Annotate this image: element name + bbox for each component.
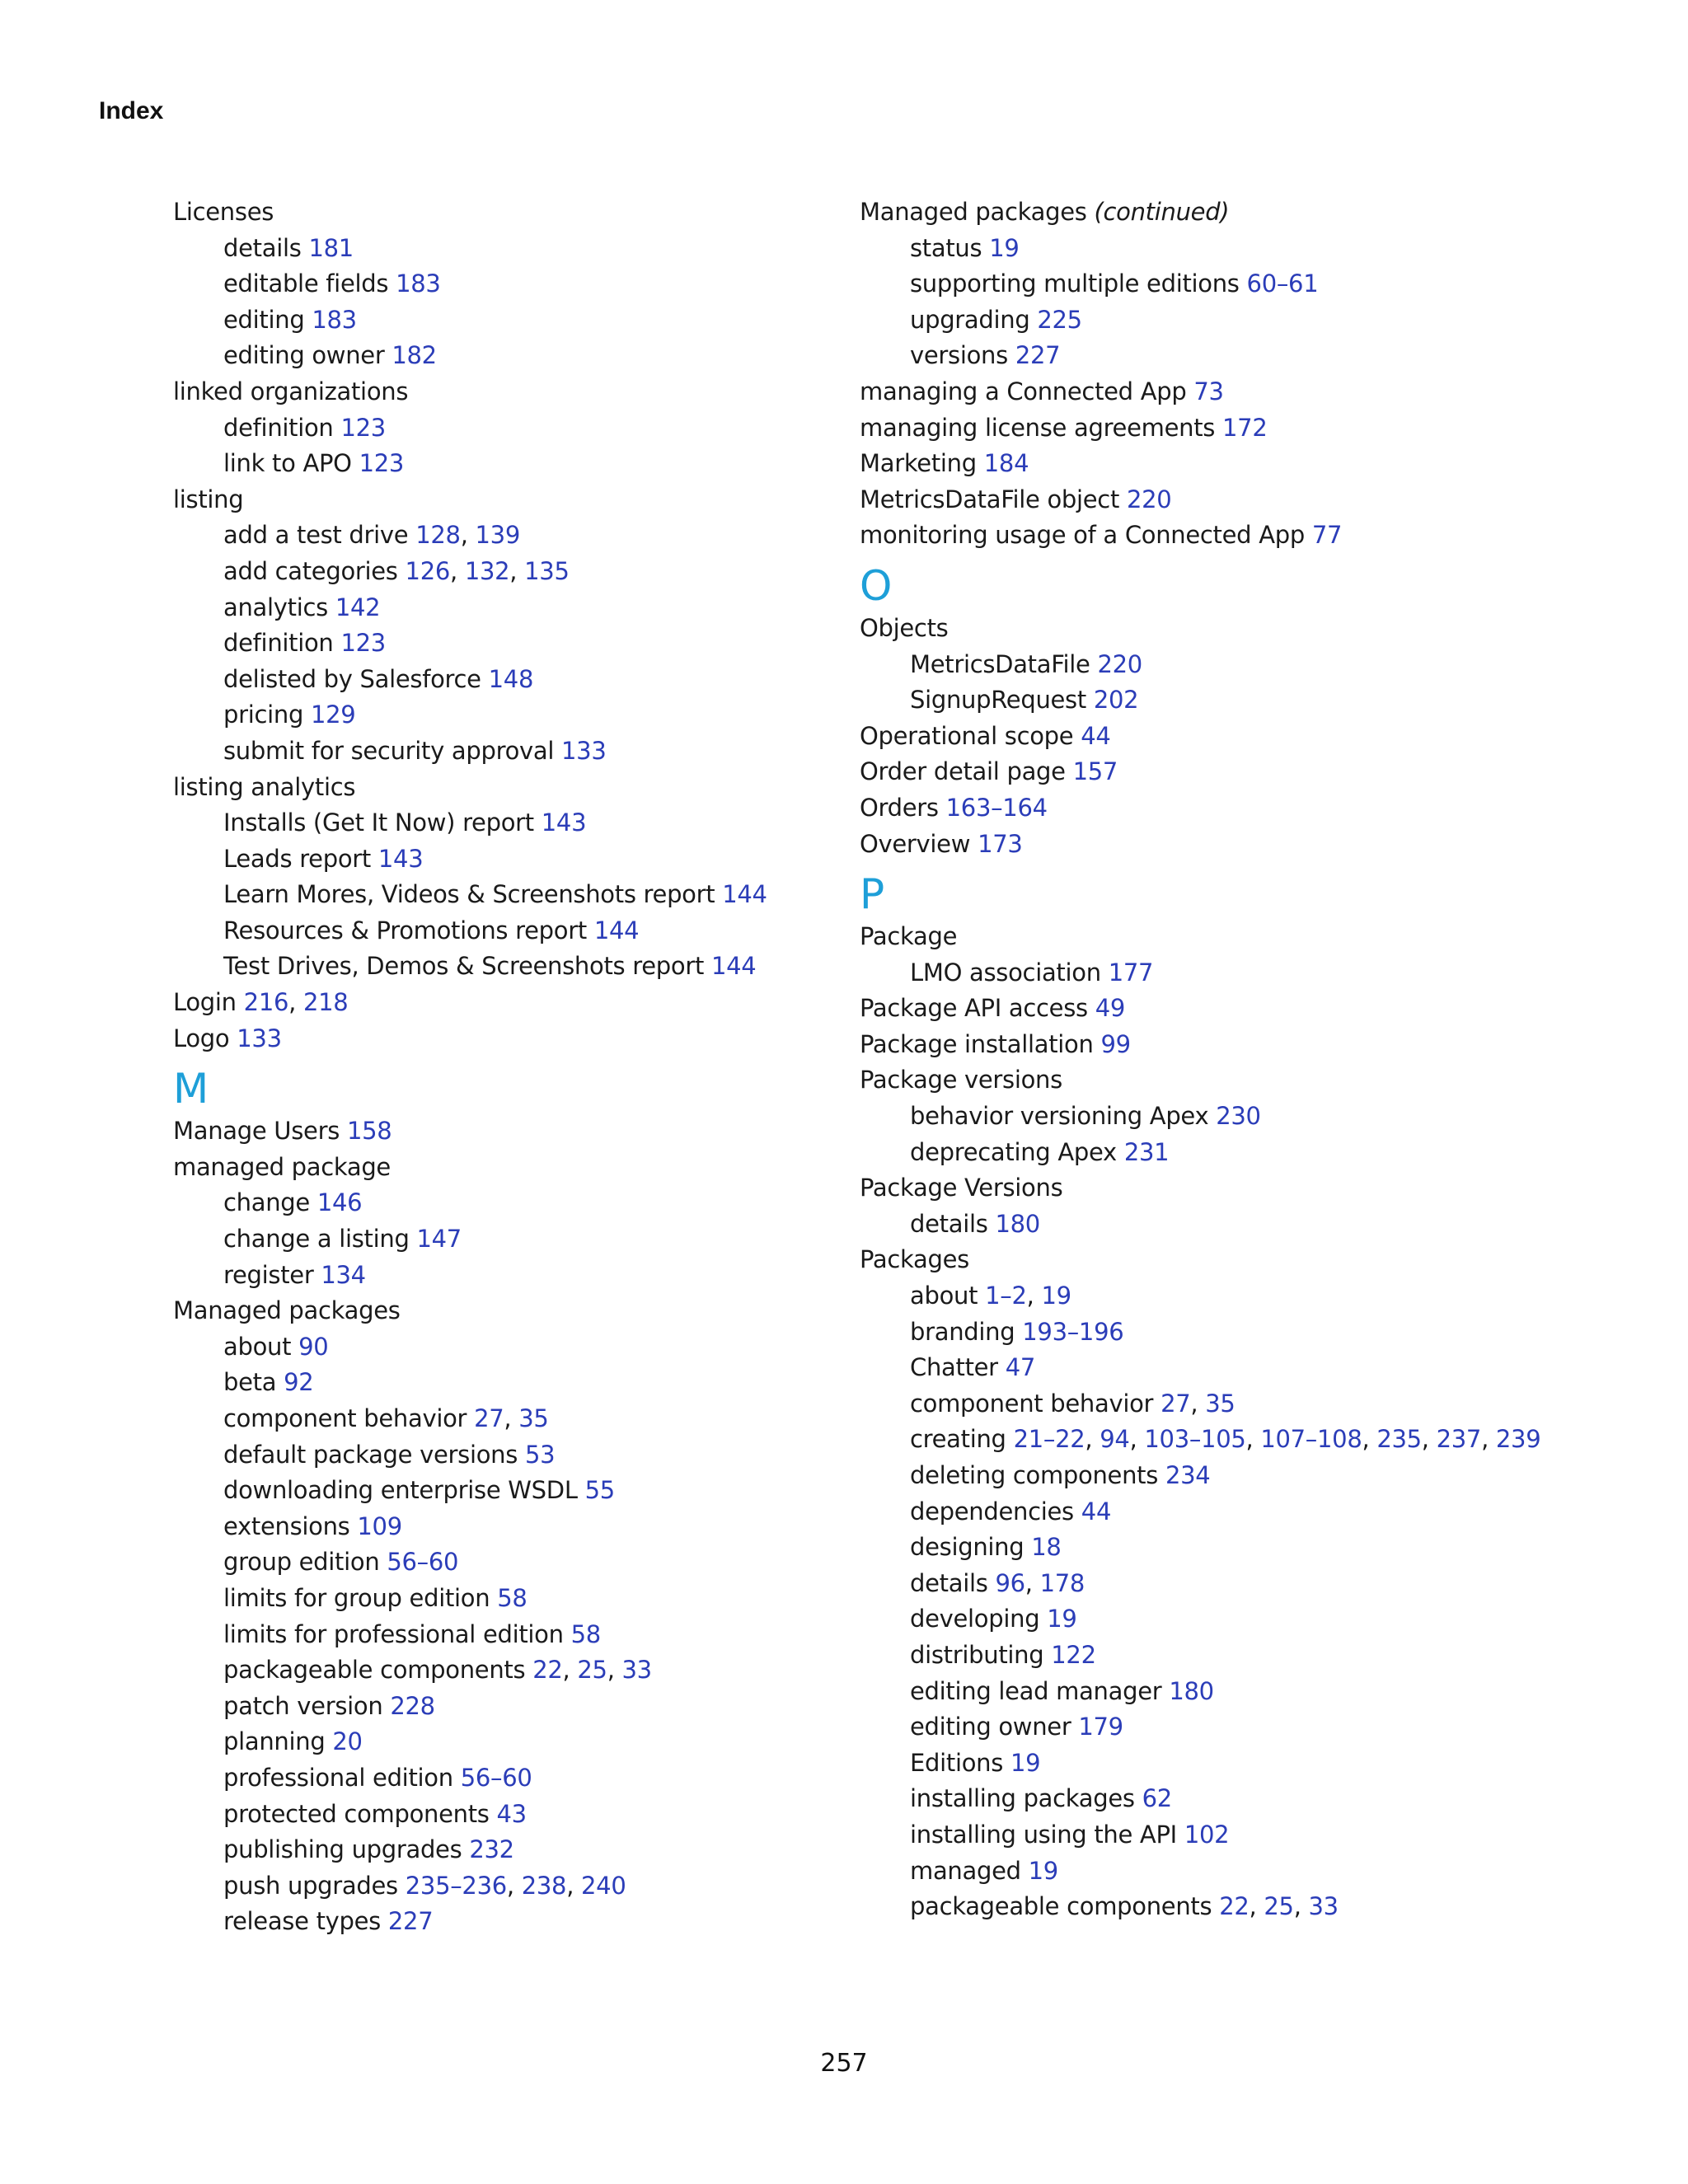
page-ref-link[interactable]: 60–61 [1246, 269, 1319, 298]
index-subentry [173, 1617, 849, 1653]
index-entry [173, 1293, 849, 1329]
index-subentry: about 1–2, 19 [910, 1282, 1071, 1310]
index-entry [173, 770, 849, 806]
page-ref-link[interactable]: 144 [593, 916, 640, 944]
index-entry [860, 827, 1651, 863]
entry-text: patch version [223, 1691, 383, 1720]
index-subentry [860, 1746, 1651, 1782]
page-ref-link[interactable]: 58 [570, 1619, 601, 1648]
index-entry [860, 482, 1651, 518]
entry-text: Package Versions [860, 1174, 1063, 1202]
index-subentry [860, 231, 1651, 267]
entry-text: behavior versioning Apex [910, 1102, 1209, 1131]
page-ref-link[interactable]: 158 [346, 1117, 392, 1146]
entry-text: change [223, 1188, 310, 1217]
page-ref-link[interactable]: 147 [416, 1225, 462, 1254]
index-entry [173, 374, 849, 410]
entry-text: details [910, 1209, 988, 1238]
page-ref-link[interactable]: 177 [1108, 958, 1154, 987]
entry-text: editing lead manager [910, 1676, 1162, 1705]
page-ref-link[interactable]: 22 [1219, 1892, 1250, 1921]
entry-text: Resources & Promotions report [223, 916, 587, 944]
entry-text: push upgrades [223, 1871, 398, 1900]
entry-text: planning [223, 1727, 326, 1756]
page-ref-link[interactable]: 123 [340, 413, 386, 442]
entry-text: distributing [910, 1640, 1044, 1669]
page-ref-link[interactable]: 96 [995, 1568, 1025, 1597]
index-entry [860, 790, 1651, 827]
index-subentry [173, 877, 849, 913]
page-ref-link[interactable]: 107–108 [1260, 1425, 1362, 1454]
entry-text: publishing upgrades [223, 1835, 462, 1864]
index-subentry [173, 1221, 849, 1258]
entry-text: editable fields [223, 269, 389, 298]
page-ref-link[interactable]: 180 [1169, 1676, 1214, 1705]
page-ref-link[interactable]: 122 [1051, 1640, 1096, 1669]
entry-text: MetricsDataFile [910, 649, 1090, 678]
entry-text: packageable components [223, 1656, 526, 1685]
index-subentry [860, 1638, 1651, 1674]
index-subentry [860, 1709, 1651, 1746]
entry-text: add categories [223, 556, 398, 585]
entry-text: pricing [223, 701, 304, 729]
index-entry [860, 1027, 1651, 1063]
section-letter: M [173, 1065, 209, 1113]
page-ref-link[interactable]: 94 [1100, 1425, 1130, 1454]
page-ref-link[interactable]: 134 [321, 1260, 366, 1289]
index-subentry [173, 1797, 849, 1833]
entry-text: group edition [223, 1548, 380, 1577]
index-subentry [860, 682, 1651, 719]
index-subentry [173, 1473, 849, 1509]
index-entry [860, 518, 1651, 554]
index-subentry [173, 266, 849, 302]
index-entry: Login 216, 218 [173, 988, 349, 1017]
entry-text: protected components [223, 1799, 490, 1828]
entry-text: analytics [223, 593, 328, 621]
index-subentry: add a test drive 128, 139 [223, 521, 520, 550]
index-entry [860, 374, 1651, 410]
entry-text: SignupRequest [910, 686, 1086, 715]
entry-text: definition [223, 413, 334, 442]
page-ref-link[interactable]: 58 [497, 1583, 528, 1612]
page-ref-link[interactable]: 56–60 [387, 1548, 459, 1577]
entry-text: details [223, 233, 302, 262]
entry-text: Objects [860, 613, 949, 642]
page-ref-link[interactable]: 27 [1160, 1389, 1191, 1418]
entry-text: deprecating Apex [910, 1137, 1117, 1166]
page-ref-link[interactable]: 123 [340, 629, 386, 658]
page-ref-link[interactable]: 27 [474, 1404, 504, 1432]
entry-text: default package versions [223, 1440, 518, 1469]
page-ref-link[interactable]: 25 [1264, 1892, 1294, 1921]
entry-text: limits for professional edition [223, 1619, 564, 1648]
page-ref-link[interactable]: 183 [396, 269, 441, 298]
page-ref-link[interactable]: 33 [1308, 1892, 1339, 1921]
page-ref-link[interactable]: 235–236 [405, 1871, 507, 1900]
page-ref-link[interactable]: 1–2 [985, 1282, 1027, 1310]
page-ref-link[interactable]: 183 [312, 305, 357, 334]
page-ref-link[interactable]: 218 [302, 988, 349, 1017]
page-ref-link[interactable]: 133 [237, 1024, 282, 1052]
index-entry [860, 719, 1651, 755]
page-ref-link[interactable]: 44 [1081, 721, 1111, 750]
index-subentry [860, 955, 1651, 991]
index-subentry: component behavior 27, 35 [910, 1389, 1236, 1418]
entry-text: LMO association [910, 958, 1101, 987]
page-ref-link[interactable]: 232 [469, 1835, 514, 1864]
index-subentry: creating 21–22, 94, 103–105, 107–108, 235, 237, 239 [910, 1425, 1541, 1454]
entry-text: Orders [860, 793, 939, 822]
entry-text: Installs (Get It Now) report [223, 808, 534, 837]
page-ref-link[interactable]: 225 [1037, 305, 1082, 334]
entry-text: Managed packages [860, 198, 1087, 226]
index-entry [173, 1150, 849, 1186]
index-entry [860, 1242, 1651, 1278]
page-ref-link[interactable]: 128 [415, 521, 461, 550]
page-ref-link[interactable]: 202 [1093, 686, 1139, 715]
page-ref-link[interactable]: 231 [1123, 1137, 1170, 1166]
entry-text: about [223, 1332, 292, 1361]
page-ref-link[interactable]: 126 [405, 556, 450, 585]
entry-text: managing a Connected App [860, 377, 1187, 405]
page-ref-link[interactable]: 220 [1097, 649, 1142, 678]
index-subentry: packageable components 22, 25, 33 [223, 1656, 652, 1685]
entry-text: component behavior [223, 1404, 467, 1432]
entry-text: beta [223, 1368, 277, 1397]
entry-text: Package installation [860, 1029, 1094, 1058]
index-entry [860, 754, 1651, 790]
page-ref-link[interactable]: 144 [722, 880, 767, 909]
entry-text: designing [910, 1533, 1025, 1562]
page-ref-link[interactable]: 239 [1495, 1425, 1541, 1454]
entry-text: MetricsDataFile object [860, 485, 1120, 513]
index-subentry: push upgrades 235–236, 238, 240 [223, 1871, 626, 1900]
index-subentry [860, 266, 1651, 302]
index-subentry [173, 841, 849, 878]
page-ref-link[interactable]: 172 [1222, 413, 1268, 442]
page-ref-link[interactable]: 227 [1015, 341, 1061, 370]
index-subentry [860, 1817, 1651, 1854]
page-ref-link[interactable]: 157 [1072, 757, 1118, 786]
running-header: Index [99, 97, 164, 124]
page-ref-link[interactable]: 35 [1205, 1389, 1236, 1418]
page-number: 257 [820, 2049, 868, 2078]
page-ref-link[interactable]: 102 [1184, 1820, 1230, 1849]
page-ref-link[interactable]: 144 [710, 952, 757, 981]
index-entry [860, 1170, 1651, 1207]
entry-text: Operational scope [860, 721, 1074, 750]
section-letter: O [860, 561, 893, 610]
index-subentry: packageable components 22, 25, 33 [910, 1892, 1339, 1921]
entry-text: limits for group edition [223, 1583, 490, 1612]
page-ref-link[interactable]: 227 [387, 1907, 434, 1936]
entry-text: Managed packages [173, 1296, 401, 1325]
entry-text: linked organizations [173, 377, 409, 405]
page-ref-link[interactable]: 148 [488, 664, 534, 693]
index-subentry [860, 1135, 1651, 1171]
page-ref-link[interactable]: 49 [1095, 994, 1126, 1023]
page-ref-link[interactable]: 181 [308, 233, 354, 262]
index-entry [860, 194, 1651, 231]
page-ref-link[interactable]: 182 [392, 341, 437, 370]
index-subentry [173, 1760, 849, 1797]
index-subentry [860, 1530, 1651, 1566]
page-ref-link[interactable]: 109 [357, 1511, 402, 1540]
index-entry [860, 991, 1651, 1027]
page-ref-link[interactable]: 44 [1081, 1497, 1112, 1526]
page-ref-link[interactable]: 184 [983, 449, 1029, 478]
entry-text: Packages [860, 1245, 969, 1274]
index-column-left [173, 194, 849, 1940]
entry-text: details [910, 1568, 988, 1597]
entry-text: upgrading [910, 305, 1030, 334]
index-subentry [173, 697, 849, 733]
page-ref-link[interactable]: 20 [332, 1727, 363, 1756]
index-subentry [860, 338, 1651, 374]
entry-text: submit for security approval [223, 736, 555, 765]
index-subentry [173, 410, 849, 447]
index-entry [860, 919, 1651, 955]
entry-text: add a test drive [223, 521, 409, 550]
index-subentry [173, 1509, 849, 1545]
entry-text: Learn Mores, Videos & Screenshots report [223, 880, 715, 909]
index-subentry [860, 1207, 1651, 1243]
page-ref-link[interactable]: 220 [1126, 485, 1172, 513]
entry-text: component behavior [910, 1389, 1154, 1418]
page-ref-link[interactable]: 143 [541, 808, 587, 837]
page-ref-link[interactable]: 228 [390, 1691, 435, 1720]
entry-text: about [910, 1282, 978, 1310]
index-subentry [860, 1854, 1651, 1890]
index-subentry [173, 231, 849, 267]
entry-text: Overview [860, 829, 971, 858]
page-ref-link[interactable]: 62 [1142, 1784, 1172, 1813]
section-letter: P [860, 870, 885, 919]
index-entry [860, 611, 1651, 647]
page-ref-link[interactable]: 230 [1216, 1102, 1261, 1131]
entry-text: monitoring usage of a Connected App [860, 521, 1305, 550]
page-ref-link[interactable]: 135 [524, 556, 570, 585]
entry-text: supporting multiple editions [910, 269, 1240, 298]
page-ref-link[interactable]: 77 [1311, 521, 1343, 550]
continued-label: (continued) [1094, 198, 1230, 226]
index-subentry [860, 1494, 1651, 1530]
entry-text: link to APO [223, 449, 352, 478]
entry-text: creating [910, 1425, 1006, 1454]
page-ref-link[interactable]: 143 [377, 844, 424, 873]
page-ref-link[interactable]: 133 [561, 736, 607, 765]
entry-text: Login [173, 988, 237, 1017]
entry-text: professional edition [223, 1763, 453, 1792]
entry-text: editing [223, 305, 305, 334]
entry-text: Marketing [860, 449, 977, 478]
page-ref-link[interactable]: 53 [524, 1440, 556, 1469]
page-ref-link[interactable]: 19 [989, 233, 1020, 262]
index-entry [173, 1021, 849, 1057]
entry-text: versions [910, 341, 1008, 370]
index-entry [860, 446, 1651, 482]
entry-text: change a listing [223, 1225, 410, 1254]
index-subentry [173, 590, 849, 626]
entry-text: Editions [910, 1748, 1004, 1777]
index-subentry [173, 302, 849, 339]
entry-text: installing using the API [910, 1820, 1177, 1849]
page-ref-link[interactable]: 90 [298, 1332, 329, 1361]
page-ref-link[interactable]: 179 [1078, 1713, 1123, 1741]
entry-text: release types [223, 1907, 381, 1936]
index-subentry [173, 913, 849, 949]
page-ref-link[interactable]: 47 [1005, 1353, 1036, 1382]
page-ref-link[interactable]: 235 [1376, 1425, 1422, 1454]
page-ref-link[interactable]: 129 [311, 701, 356, 729]
entry-text: dependencies [910, 1497, 1074, 1526]
index-subentry [860, 1315, 1651, 1351]
index-subentry [173, 626, 849, 662]
page-ref-link[interactable]: 18 [1031, 1533, 1062, 1562]
page-ref-link[interactable]: 19 [1047, 1605, 1077, 1633]
entry-text: Logo [173, 1024, 230, 1052]
index-entry [173, 482, 849, 518]
entry-text: definition [223, 629, 334, 658]
index-subentry [173, 446, 849, 482]
page-ref-link[interactable]: 178 [1039, 1568, 1085, 1597]
page-ref-link[interactable]: 99 [1100, 1029, 1131, 1058]
index-subentry [860, 1350, 1651, 1386]
entry-text: listing analytics [173, 772, 356, 801]
entry-text: installing packages [910, 1784, 1135, 1813]
entry-text: Package versions [860, 1066, 1062, 1094]
index-subentry [173, 1689, 849, 1725]
entry-text: editing owner [223, 341, 385, 370]
page-ref-link[interactable]: 240 [581, 1871, 626, 1900]
index-subentry [860, 302, 1651, 339]
page-ref-link[interactable]: 173 [978, 829, 1023, 858]
entry-text: downloading enterprise WSDL [223, 1476, 578, 1505]
page-ref-link[interactable]: 238 [521, 1871, 567, 1900]
entry-text: listing [173, 485, 244, 513]
page-ref-link[interactable]: 132 [464, 556, 510, 585]
page-ref-link[interactable]: 163–164 [945, 793, 1048, 822]
page-ref-link[interactable]: 19 [1010, 1748, 1041, 1777]
page-ref-link[interactable]: 35 [518, 1404, 549, 1432]
index-subentry [173, 1437, 849, 1474]
index-subentry [173, 338, 849, 374]
index-subentry: component behavior 27, 35 [223, 1404, 549, 1432]
page-ref-link[interactable]: 73 [1193, 377, 1224, 405]
entry-text: Package API access [860, 994, 1088, 1023]
index-subentry [173, 1258, 849, 1294]
index-subentry [860, 1099, 1651, 1135]
index-subentry: add categories 126, 132, 135 [223, 556, 570, 585]
entry-text: delisted by Salesforce [223, 664, 481, 693]
entry-text: Order detail page [860, 757, 1066, 786]
entry-text: Leads report [223, 844, 371, 873]
index-subentry [860, 647, 1651, 683]
index-subentry [173, 1185, 849, 1221]
page-ref-link[interactable]: 142 [335, 593, 381, 621]
index-entry [173, 1113, 849, 1150]
index-subentry [173, 733, 849, 770]
entry-text: managed [910, 1856, 1021, 1885]
entry-text: Test Drives, Demos & Screenshots report [223, 952, 705, 981]
page-ref-link[interactable]: 43 [496, 1799, 527, 1828]
page-ref-link[interactable]: 234 [1165, 1461, 1211, 1489]
index-subentry [860, 1781, 1651, 1817]
index-column-right [860, 194, 1651, 1925]
index-subentry [173, 662, 849, 698]
index-subentry [173, 949, 849, 985]
page-ref-link[interactable]: 92 [284, 1368, 314, 1397]
page-ref-link[interactable]: 56–60 [460, 1763, 532, 1792]
page-ref-link[interactable]: 55 [584, 1476, 615, 1505]
page-ref-link[interactable]: 139 [475, 521, 520, 550]
page-ref-link[interactable]: 21–22 [1013, 1425, 1085, 1454]
page-ref-link[interactable]: 216 [243, 988, 289, 1017]
page-ref-link[interactable]: 103–105 [1144, 1425, 1246, 1454]
entry-text: extensions [223, 1511, 350, 1540]
page-ref-link[interactable]: 19 [1041, 1282, 1071, 1310]
index-subentry [860, 1601, 1651, 1638]
entry-text: packageable components [910, 1892, 1212, 1921]
entry-text: branding [910, 1317, 1015, 1346]
entry-text: Package [860, 922, 958, 951]
page-ref-link[interactable]: 123 [359, 449, 405, 478]
entry-text: managed package [173, 1152, 391, 1181]
entry-text: register [223, 1260, 314, 1289]
index-entry [860, 410, 1651, 447]
entry-text: status [910, 233, 982, 262]
index-subentry [173, 1724, 849, 1760]
page-ref-link[interactable]: 193–196 [1022, 1317, 1124, 1346]
entry-text: Licenses [173, 198, 274, 226]
entry-text: Manage Users [173, 1117, 340, 1146]
index-subentry [860, 1458, 1651, 1494]
index-subentry [860, 1674, 1651, 1710]
page-ref-link[interactable]: 19 [1028, 1856, 1058, 1885]
entry-text: managing license agreements [860, 413, 1216, 442]
page-ref-link[interactable]: 146 [316, 1188, 363, 1217]
index-subentry [173, 1365, 849, 1401]
index-subentry [173, 1904, 849, 1940]
entry-text: deleting components [910, 1461, 1159, 1489]
index-entry [860, 1062, 1651, 1099]
entry-text: developing [910, 1605, 1040, 1633]
index-subentry [173, 1581, 849, 1617]
index-subentry [173, 1544, 849, 1581]
page-ref-link[interactable]: 180 [995, 1209, 1040, 1238]
index-subentry [173, 1329, 849, 1366]
entry-text: editing owner [910, 1713, 1071, 1741]
page-ref-link[interactable]: 33 [621, 1656, 652, 1685]
index-subentry [173, 1832, 849, 1868]
entry-text: Chatter [910, 1353, 998, 1382]
index-subentry [173, 805, 849, 841]
page-ref-link[interactable]: 22 [532, 1656, 563, 1685]
index-entry [173, 194, 849, 231]
page-ref-link[interactable]: 25 [577, 1656, 607, 1685]
page-ref-link[interactable]: 237 [1436, 1425, 1482, 1454]
index-subentry: details 96, 178 [910, 1568, 1085, 1597]
